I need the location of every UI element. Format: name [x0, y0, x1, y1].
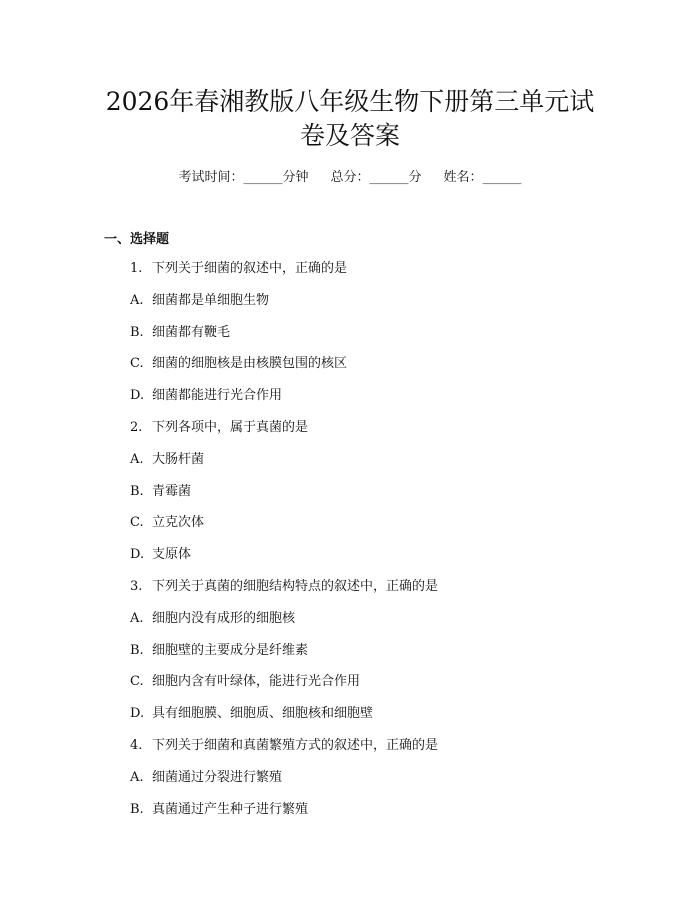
question-line: [130, 577, 650, 609]
option-line: [130, 323, 650, 355]
line-marker: A.: [130, 451, 144, 467]
line-marker: C.: [130, 356, 144, 372]
line-text: 下列各项中，属于真菌的是: [152, 419, 309, 435]
option-line: [130, 545, 650, 577]
exam-title-line-2: 卷及答案: [299, 121, 400, 150]
section-heading: 一、选择题: [104, 232, 170, 247]
total-score-label: 总分：______分: [330, 170, 422, 185]
line-marker: D.: [130, 388, 145, 404]
line-text: 下列关于真菌的细胞结构特点的叙述中，正确的是: [152, 578, 439, 594]
line-marker: 2.: [130, 419, 143, 435]
option-line: [130, 513, 650, 545]
student-name-label: 姓名：______: [443, 170, 522, 185]
line-marker: B.: [130, 483, 144, 499]
line-text: 下列关于细菌和真菌繁殖方式的叙述中，正确的是: [152, 737, 439, 753]
line-marker: A.: [130, 769, 144, 785]
line-marker: C.: [130, 515, 144, 531]
line-marker: B.: [130, 324, 144, 340]
option-line: [130, 450, 650, 482]
line-text: 细菌都有鞭毛: [152, 324, 231, 340]
line-text: 大肠杆菌: [152, 451, 205, 467]
line-text: 细菌都能进行光合作用: [152, 388, 283, 404]
option-line: [130, 800, 650, 832]
question-line: [130, 418, 650, 450]
line-text: 细菌都是单细胞生物: [152, 292, 270, 308]
option-line: [130, 672, 650, 704]
line-marker: 4.: [130, 737, 143, 753]
line-marker: A.: [130, 292, 144, 308]
line-text: 立克次体: [152, 515, 205, 531]
line-text: 细胞内没有成形的细胞核: [152, 610, 296, 626]
question-line: [130, 736, 650, 768]
option-line: [130, 641, 650, 673]
question-list: [130, 259, 650, 831]
line-text: 细菌通过分裂进行繁殖: [152, 769, 283, 785]
line-text: 具有细胞膜、细胞质、细胞核和细胞壁: [152, 706, 374, 722]
line-text: 真菌通过产生种子进行繁殖: [152, 801, 309, 817]
line-marker: D.: [130, 547, 145, 563]
line-marker: 3.: [130, 578, 143, 594]
line-marker: A.: [130, 610, 144, 626]
line-marker: B.: [130, 801, 144, 817]
line-text: 支原体: [152, 547, 192, 563]
line-text: 青霉菌: [152, 483, 192, 499]
line-marker: B.: [130, 642, 144, 658]
exam-time-label: 考试时间：______分钟: [178, 170, 309, 185]
line-text: 细菌的细胞核是由核膜包围的核区: [152, 356, 348, 372]
option-line: [130, 354, 650, 386]
line-text: 细胞内含有叶绿体，能进行光合作用: [152, 674, 361, 690]
option-line: [130, 609, 650, 641]
option-line: [130, 291, 650, 323]
option-line: [130, 386, 650, 418]
line-marker: 1.: [130, 261, 143, 276]
line-text: 下列关于细菌的叙述中，正确的是: [152, 261, 348, 276]
option-line: [130, 482, 650, 514]
exam-info-row: [0, 168, 700, 188]
option-line: [130, 704, 650, 736]
exam-title-line-1: 2026年春湘教版八年级生物下册第三单元试: [105, 87, 595, 116]
line-marker: D.: [130, 706, 145, 722]
option-line: [130, 768, 650, 800]
question-line: [130, 259, 650, 291]
line-text: 细胞壁的主要成分是纤维素: [152, 642, 309, 658]
line-marker: C.: [130, 674, 144, 690]
